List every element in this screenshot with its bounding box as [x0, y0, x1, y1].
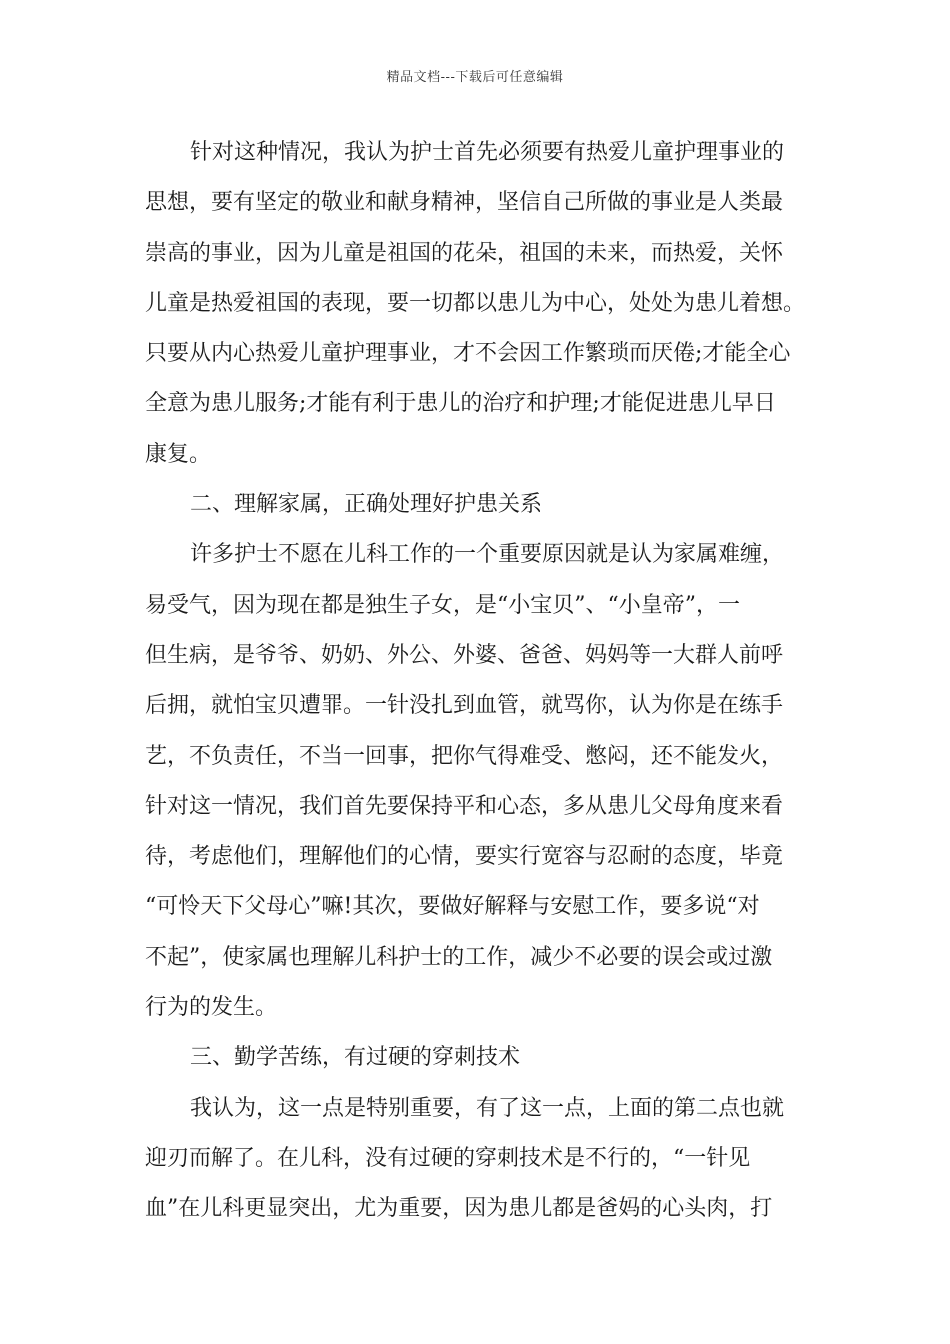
text-line: 艺，不负责任，不当一回事，把你气得难受、憋闷，还不能发火，: [145, 743, 784, 769]
section-heading: 三、勤学苦练，有过硬的穿刺技术: [190, 1045, 521, 1071]
text-line: 行为的发生。: [145, 995, 278, 1021]
text-line: 不起”，使家属也理解儿科护士的工作，减少不必要的误会或过激: [145, 944, 773, 970]
section-heading: 二、理解家属，正确处理好护患关系: [190, 492, 543, 518]
text-line: 血”在儿科更显突出，尤为重要，因为患儿都是爸妈的心头肉，打: [145, 1196, 773, 1222]
text-line: 只要从内心热爱儿童护理事业，才不会因工作繁琐而厌倦;才能全心: [145, 341, 791, 367]
text-line: 针对这种情况，我认为护士首先必须要有热爱儿童护理事业的: [190, 140, 785, 165]
text-line: 思想，要有坚定的敬业和献身精神，坚信自己所做的事业是人类最: [145, 190, 784, 216]
text-line: 康复。: [145, 441, 212, 467]
text-line: 易受气，因为现在都是独生子女，是“小宝贝”、“小皇帝”，一: [145, 592, 740, 618]
text-line: 后拥，就怕宝贝遭罪。一针没扎到血管，就骂你，认为你是在练手: [145, 693, 784, 719]
text-line: “可怜天下父母心”嘛!其次，要做好解释与安慰工作，要多说“对: [145, 894, 760, 920]
document-body: [145, 128, 815, 1235]
text-line: 但生病，是爷爷、奶奶、外公、外婆、爸爸、妈妈等一大群人前呼: [145, 642, 784, 668]
text-line: 待，考虑他们，理解他们的心情，要实行宽容与忍耐的态度，毕竟: [145, 844, 784, 870]
text-line: 儿童是热爱祖国的表现，要一切都以患儿为中心，处处为患儿着想。: [145, 290, 806, 316]
text-line: 针对这一情况，我们首先要保持平和心态，多从患儿父母角度来看: [145, 793, 784, 819]
page-header: 精品文档---下载后可任意编辑: [386, 70, 564, 85]
text-line: 我认为，这一点是特别重要，有了这一点，上面的第二点也就: [190, 1095, 785, 1121]
text-line: 许多护士不愿在儿科工作的一个重要原因就是认为家属难缠，: [190, 542, 785, 568]
text-line: 迎刃而解了。在儿科，没有过硬的穿刺技术是不行的，“一针见: [145, 1145, 751, 1171]
text-line: 全意为患儿服务;才能有利于患儿的治疗和护理;才能促进患儿早日: [145, 391, 776, 417]
text-line: 崇高的事业，因为儿童是祖国的花朵，祖国的未来，而热爱，关怀: [145, 240, 784, 266]
